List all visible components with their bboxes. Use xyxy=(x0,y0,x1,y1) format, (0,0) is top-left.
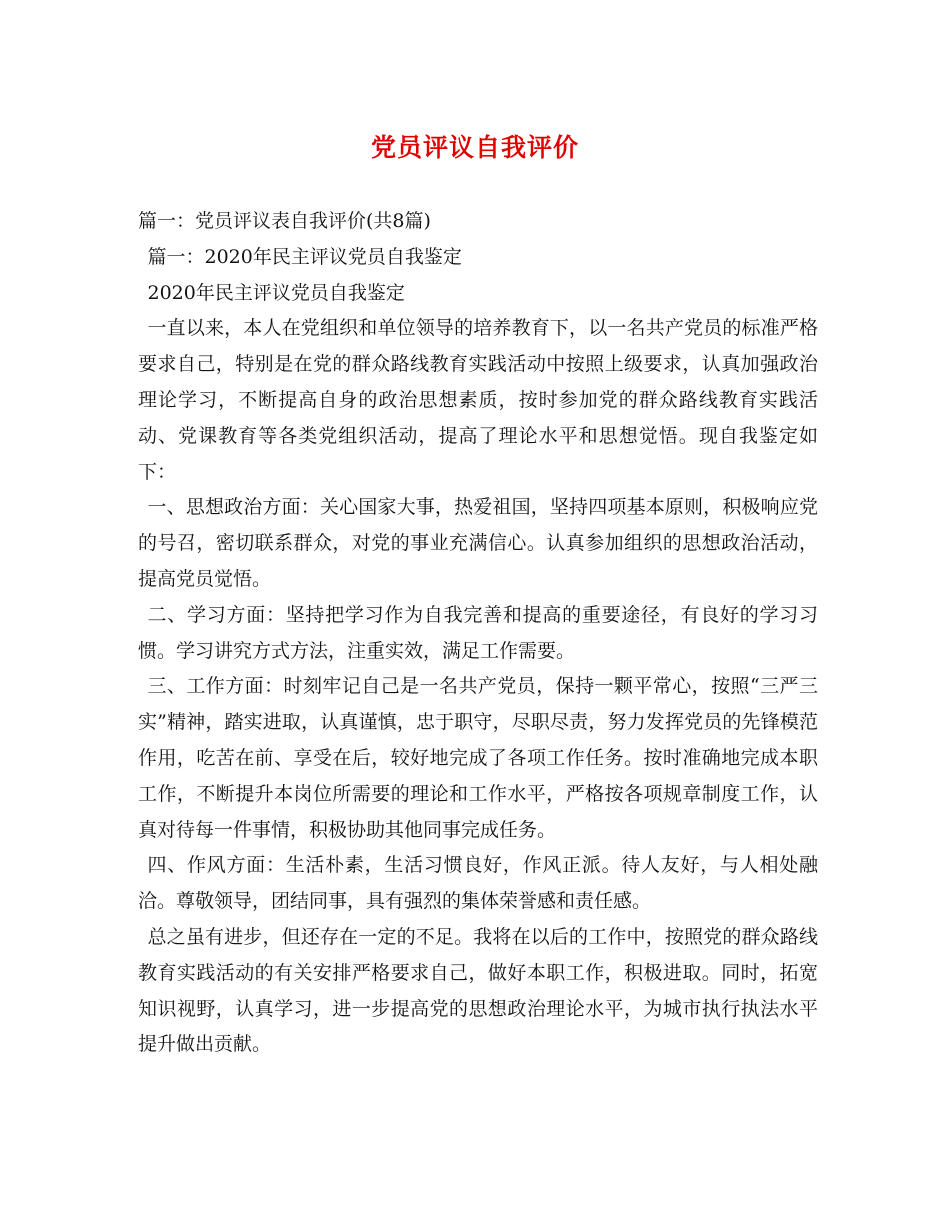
paragraph-work: 三、工作方面：时刻牢记自己是一名共产党员，保持一颗平常心，按照“三严三实”精神，踏实进取，认真谨慎，忠于职守，尽职尽责，努力发挥党员的先锋模范作用，吃苦在前、享受在后，较好地完成了各项工作任务。按时准确地完成本职工作，不断提升本岗位所需要的理论和工作水平，严格按各项规章制度工作，认真对待每一件事情，积极协助其他同事完成任务。 xyxy=(138,675,818,841)
paragraph-political: 一、思想政治方面：关心国家大事，热爱祖国，坚持四项基本原则，积极响应党的号召，密切联系群众，对党的事业充满信心。认真参加组织的思想政治活动，提高党员觉悟。 xyxy=(138,496,818,590)
paragraph-summary: 总之虽有进步，但还存在一定的不足。我将在以后的工作中，按照党的群众路线教育实践活动的有关安排严格要求自己，做好本职工作，积极进取。同时，拓宽知识视野，认真学习，进一步提高党的思想政治理论水平，为城市执行执法水平提升做出贡献。 xyxy=(138,925,818,1056)
section-heading: 篇一：党员评议表自我评价(共8篇) xyxy=(138,210,431,232)
paragraph-style: 四、作风方面：生活朴素，生活习惯良好，作风正派。待人友好，与人相处融洽。尊敬领导，团结同事，具有强烈的集体荣誉感和责任感。 xyxy=(138,854,818,913)
paragraph-intro: 一直以来，本人在党组织和单位领导的培养教育下，以一名共产党员的标准严格要求自己，特别是在党的群众路线教育实践活动中按照上级要求，认真加强政治理论学习，不断提高自身的政治思想素质，按时参加党的群众路线教育实践活动、党课教育等各类党组织活动，提高了理论水平和思想觉悟。现自我鉴定如下： xyxy=(138,317,818,483)
paragraph-study: 二、学习方面：坚持把学习作为自我完善和提高的重要途径，有良好的学习习惯。学习讲究方式方法，注重实效，满足工作需要。 xyxy=(138,603,818,662)
doc-subtitle: 2020年民主评议党员自我鉴定 xyxy=(147,281,405,304)
document-body xyxy=(138,204,818,1063)
sub-heading: 篇一：2020年民主评议党员自我鉴定 xyxy=(147,245,462,268)
document-title: 党员评议自我评价 xyxy=(370,133,579,162)
